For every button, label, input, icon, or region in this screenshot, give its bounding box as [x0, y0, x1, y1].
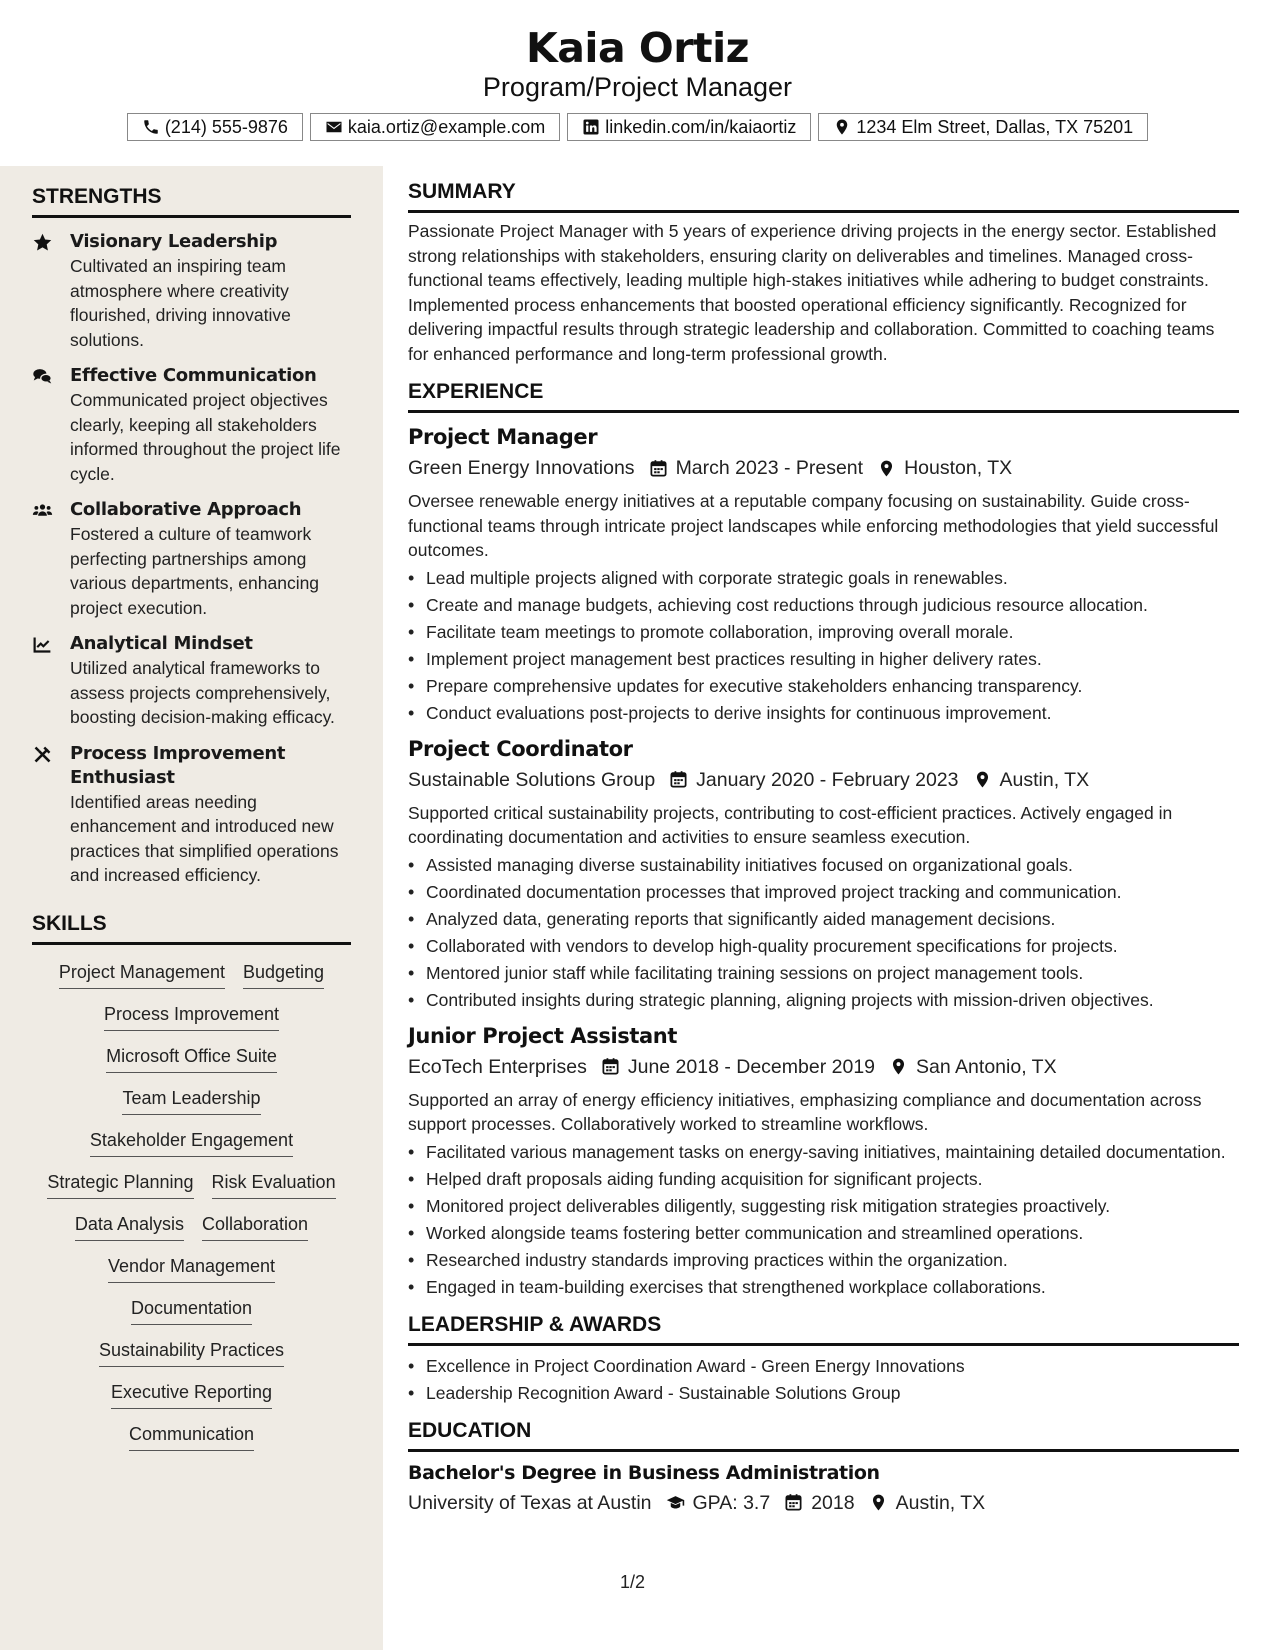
address-text: 1234 Elm Street, Dallas, TX 75201 — [856, 116, 1134, 137]
experience-heading: EXPERIENCE — [408, 380, 1239, 413]
skill-tag: Budgeting — [243, 959, 324, 989]
calendar-icon — [601, 1057, 620, 1076]
users-icon — [32, 500, 53, 521]
strength-desc: Cultivated an inspiring team atmosphere where creativity flourished, driving innovative solutions. — [70, 256, 291, 350]
job-entry — [408, 735, 1239, 1012]
skill-tag: Collaboration — [202, 1211, 308, 1241]
degree-title: Bachelor's Degree in Business Administration — [408, 1461, 880, 1484]
envelope-icon — [325, 118, 343, 136]
candidate-name: Kaia Ortiz — [525, 24, 750, 72]
sidebar — [0, 166, 383, 1650]
job-title: Junior Project Assistant — [408, 1023, 677, 1048]
job-description: Supported critical sustainability projects, contributing to cost-efficient practices. Actively engaged in coordinating documentation and activities to ensure seamless execution. — [408, 802, 1173, 847]
bullet-item: • Prepare comprehensive updates for executive stakeholders enhancing transparency. — [426, 674, 1239, 698]
awards-heading: LEADERSHIP & AWARDS — [408, 1313, 1239, 1346]
job-dates: January 2020 - February 2023 — [696, 768, 959, 791]
job-bullets — [408, 853, 1239, 1012]
strength-item — [32, 230, 351, 352]
school-location: Austin, TX — [895, 1491, 986, 1514]
strength-title: Analytical Mindset — [70, 633, 253, 654]
bullet-item: • Engaged in team-building exercises that strengthened workplace collaborations. — [426, 1275, 1239, 1299]
phone-icon — [142, 118, 160, 136]
bullet-item: • Conduct evaluations post-projects to derive insights for continuous improvement. — [426, 701, 1239, 725]
strength-desc: Identified areas needing enhancement and introduced new practices that simplified operations and increased efficiency. — [70, 791, 339, 885]
skill-tag: Documentation — [131, 1295, 252, 1325]
address-chip[interactable] — [818, 113, 1148, 141]
job-dates: June 2018 - December 2019 — [627, 1055, 876, 1078]
skill-tag: Microsoft Office Suite — [106, 1043, 277, 1073]
phone-text: (214) 555-9876 — [164, 116, 288, 137]
job-title: Project Manager — [408, 425, 598, 449]
award-item: • Excellence in Project Coordination Award - Green Energy Innovations — [426, 1354, 1239, 1378]
strength-item — [32, 742, 351, 888]
job-entry — [408, 1022, 1239, 1299]
page-number: 1/2 — [620, 1572, 646, 1592]
job-bullets — [408, 1140, 1239, 1299]
bullet-item: • Mentored junior staff while facilitating training sessions on project management tools. — [426, 961, 1239, 985]
linkedin-text: linkedin.com/in/kaiaortiz — [605, 116, 797, 137]
star-icon — [32, 232, 53, 253]
calendar-icon — [649, 459, 668, 478]
skill-tag: Communication — [129, 1421, 254, 1451]
skill-tag: Risk Evaluation — [212, 1169, 336, 1199]
strength-item — [32, 632, 351, 730]
job-description: Oversee renewable energy initiatives at a reputable company focusing on sustainability. Guide cross-functional teams through intricate project landscapes while enforcing methodologies that yield successful outcomes. — [408, 491, 1219, 560]
bullet-item: • Monitored project deliverables diligently, suggesting risk mitigation strategies proactively. — [426, 1194, 1239, 1218]
strength-title: Effective Communication — [70, 365, 317, 386]
strength-title: Visionary Leadership — [70, 231, 278, 252]
bullet-item: • Worked alongside teams fostering better communication and streamlined operations. — [426, 1221, 1239, 1245]
calendar-icon — [669, 770, 688, 789]
calendar-icon — [784, 1493, 803, 1512]
contact-bar — [0, 113, 1275, 141]
bullet-item: • Analyzed data, generating reports that significantly aided management decisions. — [426, 907, 1239, 931]
skill-tag: Vendor Management — [108, 1253, 275, 1283]
gpa: GPA: 3.7 — [692, 1491, 771, 1514]
strength-desc: Utilized analytical frameworks to assess projects comprehensively, boosting decision-making efficacy. — [70, 658, 335, 727]
bullet-item: • Contributed insights during strategic planning, aligning projects with mission-driven objectives. — [426, 988, 1239, 1012]
linkedin-chip[interactable] — [567, 113, 811, 141]
strength-desc: Communicated project objectives clearly, keeping all stakeholders informed throughout the project life cycle. — [70, 390, 341, 484]
tools-icon — [32, 744, 53, 765]
skill-tag: Data Analysis — [75, 1211, 184, 1241]
bullet-item: • Assisted managing diverse sustainability initiatives focused on organizational goals. — [426, 853, 1239, 877]
company-name: Sustainable Solutions Group — [408, 768, 656, 791]
map-marker-icon — [877, 459, 896, 478]
job-location: San Antonio, TX — [916, 1055, 1057, 1078]
map-marker-icon — [869, 1493, 888, 1512]
job-bullets — [408, 566, 1239, 725]
email-text: kaia.ortiz@example.com — [347, 116, 546, 137]
strengths-heading: STRENGTHS — [32, 185, 351, 218]
skills-heading: SKILLS — [32, 912, 351, 945]
bullet-item: • Lead multiple projects aligned with corporate strategic goals in renewables. — [426, 566, 1239, 590]
company-name: EcoTech Enterprises — [408, 1055, 587, 1078]
summary-heading: SUMMARY — [408, 180, 1239, 213]
skill-tag: Stakeholder Engagement — [90, 1127, 293, 1157]
linkedin-icon — [582, 118, 600, 136]
graduation-year: 2018 — [811, 1491, 855, 1514]
chart-line-icon — [32, 634, 53, 655]
summary-text: Passionate Project Manager with 5 years of experience driving projects in the energy sector. Established strong relationships with stakeholders, ensuring clarity on deliverables and timelines. Managed cross-functional teams effectively, leading multiple high-stakes initiatives while adhering to budget constraints. Implemented process enhancements that boosted operational efficiency significantly. Recognized for delivering impactful results through strategic leadership and collaboration. Committed to coaching teams for enhanced performance and long-term professional growth. — [408, 221, 1217, 364]
education-heading: EDUCATION — [408, 1419, 1239, 1452]
skill-tag: Team Leadership — [122, 1085, 260, 1115]
map-marker-icon — [833, 118, 851, 136]
job-entry — [408, 423, 1239, 725]
bullet-item: • Facilitated various management tasks on energy-saving initiatives, maintaining detailed documentation. — [426, 1140, 1239, 1164]
skill-tag: Executive Reporting — [111, 1379, 272, 1409]
candidate-role: Program/Project Manager — [482, 72, 793, 102]
strength-title: Process Improvement Enthusiast — [70, 742, 286, 788]
map-marker-icon — [889, 1057, 908, 1076]
bullet-item: • Helped draft proposals aiding funding acquisition for significant projects. — [426, 1167, 1239, 1191]
job-dates: March 2023 - Present — [675, 457, 864, 479]
strength-item — [32, 364, 351, 486]
school-name: University of Texas at Austin — [408, 1491, 652, 1514]
phone-chip[interactable] — [127, 113, 303, 141]
skill-tag: Process Improvement — [104, 1001, 279, 1031]
job-description: Supported an array of energy efficiency initiatives, emphasizing compliance and documentation across support processes. Collaboratively worked to streamline workflows. — [408, 1089, 1202, 1134]
bullet-item: • Facilitate team meetings to promote collaboration, improving overall morale. — [426, 620, 1239, 644]
strength-desc: Fostered a culture of teamwork perfecting partnerships among various departments, enhancing project execution. — [70, 524, 320, 618]
job-title: Project Coordinator — [408, 736, 633, 761]
awards-list — [408, 1354, 1239, 1405]
job-location: Austin, TX — [999, 768, 1090, 791]
job-location: Houston, TX — [904, 457, 1013, 479]
skill-tag: Project Management — [59, 959, 225, 989]
comments-icon — [32, 366, 53, 387]
bullet-item: • Implement project management best practices resulting in higher delivery rates. — [426, 647, 1239, 671]
strength-item — [32, 498, 351, 620]
email-chip[interactable] — [310, 113, 560, 141]
skill-tag: Sustainability Practices — [99, 1337, 284, 1367]
company-name: Green Energy Innovations — [408, 457, 635, 479]
skills-list — [32, 959, 351, 1451]
bullet-item: • Collaborated with vendors to develop high-quality procurement specifications for projects. — [426, 934, 1239, 958]
award-item: • Leadership Recognition Award - Sustainable Solutions Group — [426, 1381, 1239, 1405]
bullet-item: • Coordinated documentation processes that improved project tracking and communication. — [426, 880, 1239, 904]
strength-title: Collaborative Approach — [70, 499, 302, 520]
bullet-item: • Create and manage budgets, achieving cost reductions through judicious resource allocation. — [426, 593, 1239, 617]
bullet-item: • Researched industry standards improving practices within the organization. — [426, 1248, 1239, 1272]
main-column — [408, 180, 1239, 1518]
skill-tag: Strategic Planning — [47, 1169, 193, 1199]
map-marker-icon — [973, 770, 992, 789]
graduation-cap-icon — [666, 1493, 685, 1512]
